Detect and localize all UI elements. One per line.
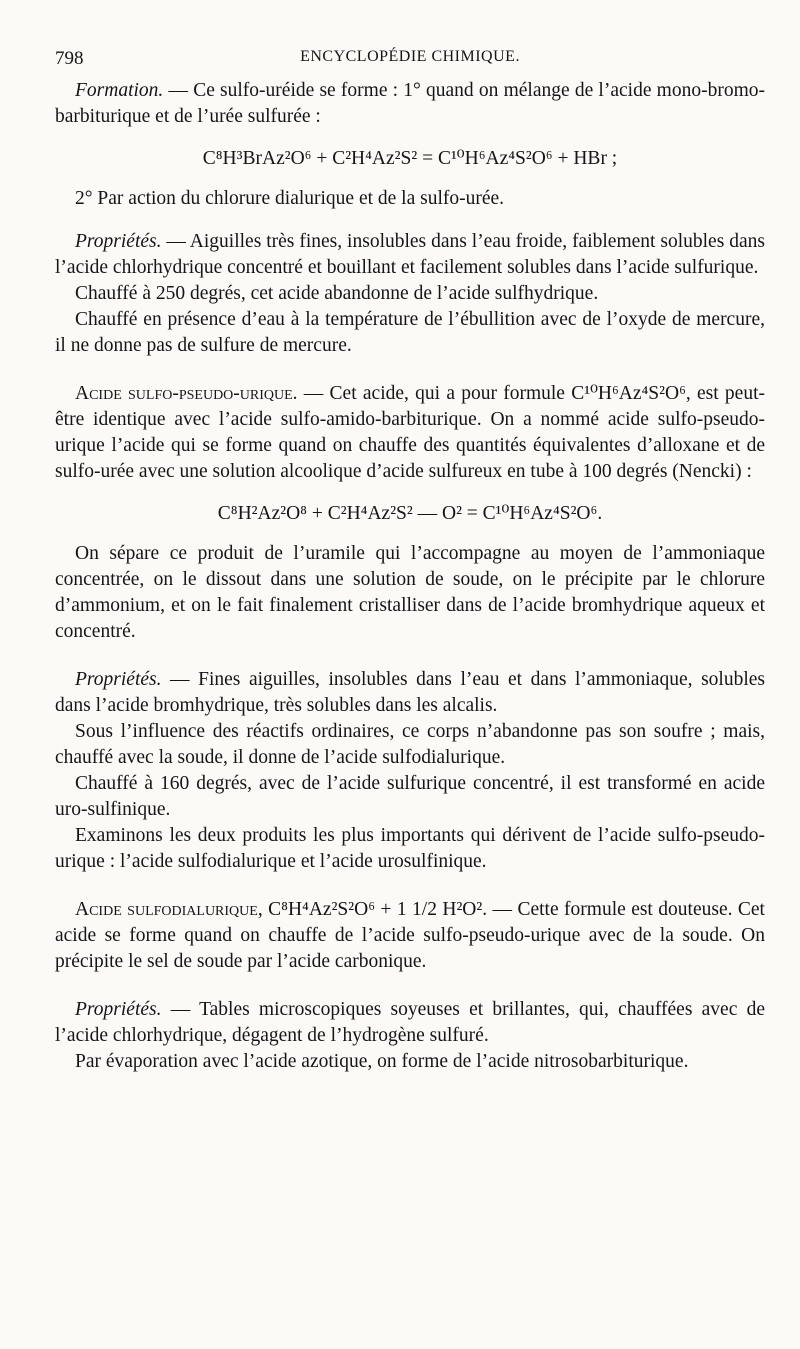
section-lead: Propriétés. bbox=[75, 999, 162, 1020]
running-title: ENCYCLOPÉDIE CHIMIQUE. bbox=[300, 48, 520, 65]
paragraph-text: — Ce sulfo-uréide se forme : 1° quand on mélange de l’acide mono-bromo-barbiturique et de l’urée sulfurée : bbox=[55, 80, 765, 127]
section-lead: Acide sulfodialurique, bbox=[75, 899, 263, 920]
paragraph: 2° Par action du chlorure dialurique et de la sulfo-urée. bbox=[75, 188, 505, 209]
section-lead: Propriétés. bbox=[75, 231, 162, 252]
paragraph: Examinons les deux produits les plus importants qui dérivent de l’acide sulfo-pseudo-urique : l’acide sulfodialurique et l’acide urosulfinique. bbox=[55, 825, 765, 872]
paragraph-text: — Cet acide, qui a pour formule C¹⁰H⁶Az⁴S²O⁶, est peut-être identique avec l’acide sulfo-amido-barbiturique. On a nommé acide sulfo-pseudo-urique l’acide qui se forme quand on chauffe des quantités équivalentes d’alloxane et de sulfo-urée avec une solution alcoolique d’acide sulfureux en tube à 100 degrés (Nencki) : bbox=[55, 383, 765, 482]
paragraph-acide-sulfodialurique bbox=[55, 897, 765, 975]
paragraph: On sépare ce produit de l’uramile qui l’accompagne au moyen de l’ammoniaque concentrée, on le dissout dans une solution de soude, on le précipite par le chlorure d’ammonium, et on le fait finalement cristalliser dans de l’acide bromhydrique aqueux et concentré. bbox=[55, 543, 765, 642]
paragraph-text: — Fines aiguilles, insolubles dans l’eau et dans l’ammoniaque, solubles dans l’acide bromhydrique, très solubles dans les alcalis. bbox=[55, 669, 765, 716]
paragraph-formation bbox=[55, 78, 765, 130]
page-header bbox=[55, 48, 765, 74]
paragraph-text: — Aiguilles très fines, insolubles dans l’eau froide, faiblement solubles dans l’acide chlorhydrique concentré et bouillant et facilement solubles dans l’acide sulfurique. bbox=[55, 231, 765, 278]
page-number: 798 bbox=[55, 48, 84, 69]
paragraph: Sous l’influence des réactifs ordinaires, ce corps n’abandonne pas son soufre ; mais, chauffé avec la soude, il donne de l’acide sulfodialurique. bbox=[55, 721, 765, 768]
paragraph: Chauffé à 160 degrés, avec de l’acide sulfurique concentré, il est transformé en acide uro-sulfinique. bbox=[55, 773, 765, 820]
paragraph-text: C⁸H⁴Az²S²O⁶ + 1 1/2 H²O². — Cette formule est douteuse. Cet acide se forme quand on chauffe de l’acide sulfo-pseudo-urique avec de la soude. On précipite le sel de soude par l’acide carbonique. bbox=[55, 899, 765, 972]
paragraph-text: — Tables microscopiques soyeuses et brillantes, qui, chauffées avec de l’acide chlorhydrique, dégagent de l’hydrogène sulfuré. bbox=[55, 999, 765, 1046]
section-lead: Propriétés. bbox=[75, 669, 162, 690]
paragraph-proprietes bbox=[55, 229, 765, 281]
chemical-equation: C⁸H²Az²O⁸ + C²H⁴Az²S² — O² = C¹⁰H⁶Az⁴S²O⁶. bbox=[217, 503, 603, 524]
paragraph-proprietes bbox=[55, 667, 765, 719]
paragraph: Par évaporation avec l’acide azotique, on forme de l’acide nitrosobarbiturique. bbox=[75, 1051, 689, 1072]
chemical-equation: C⁸H³BrAz²O⁶ + C²H⁴Az²S² = C¹⁰H⁶Az⁴S²O⁶ + HBr ; bbox=[202, 148, 618, 169]
paragraph-acide-sulfo-pseudo-urique bbox=[55, 381, 765, 485]
section-lead: Acide sulfo-pseudo-urique. bbox=[75, 383, 298, 404]
section-lead: Formation. bbox=[75, 80, 164, 101]
paragraph: Chauffé en présence d’eau à la température de l’ébullition avec de l’oxyde de mercure, il ne donne pas de sulfure de mercure. bbox=[55, 309, 765, 356]
paragraph-proprietes bbox=[55, 997, 765, 1049]
paragraph: Chauffé à 250 degrés, cet acide abandonne de l’acide sulfhydrique. bbox=[75, 283, 599, 304]
body-text bbox=[55, 78, 765, 1075]
